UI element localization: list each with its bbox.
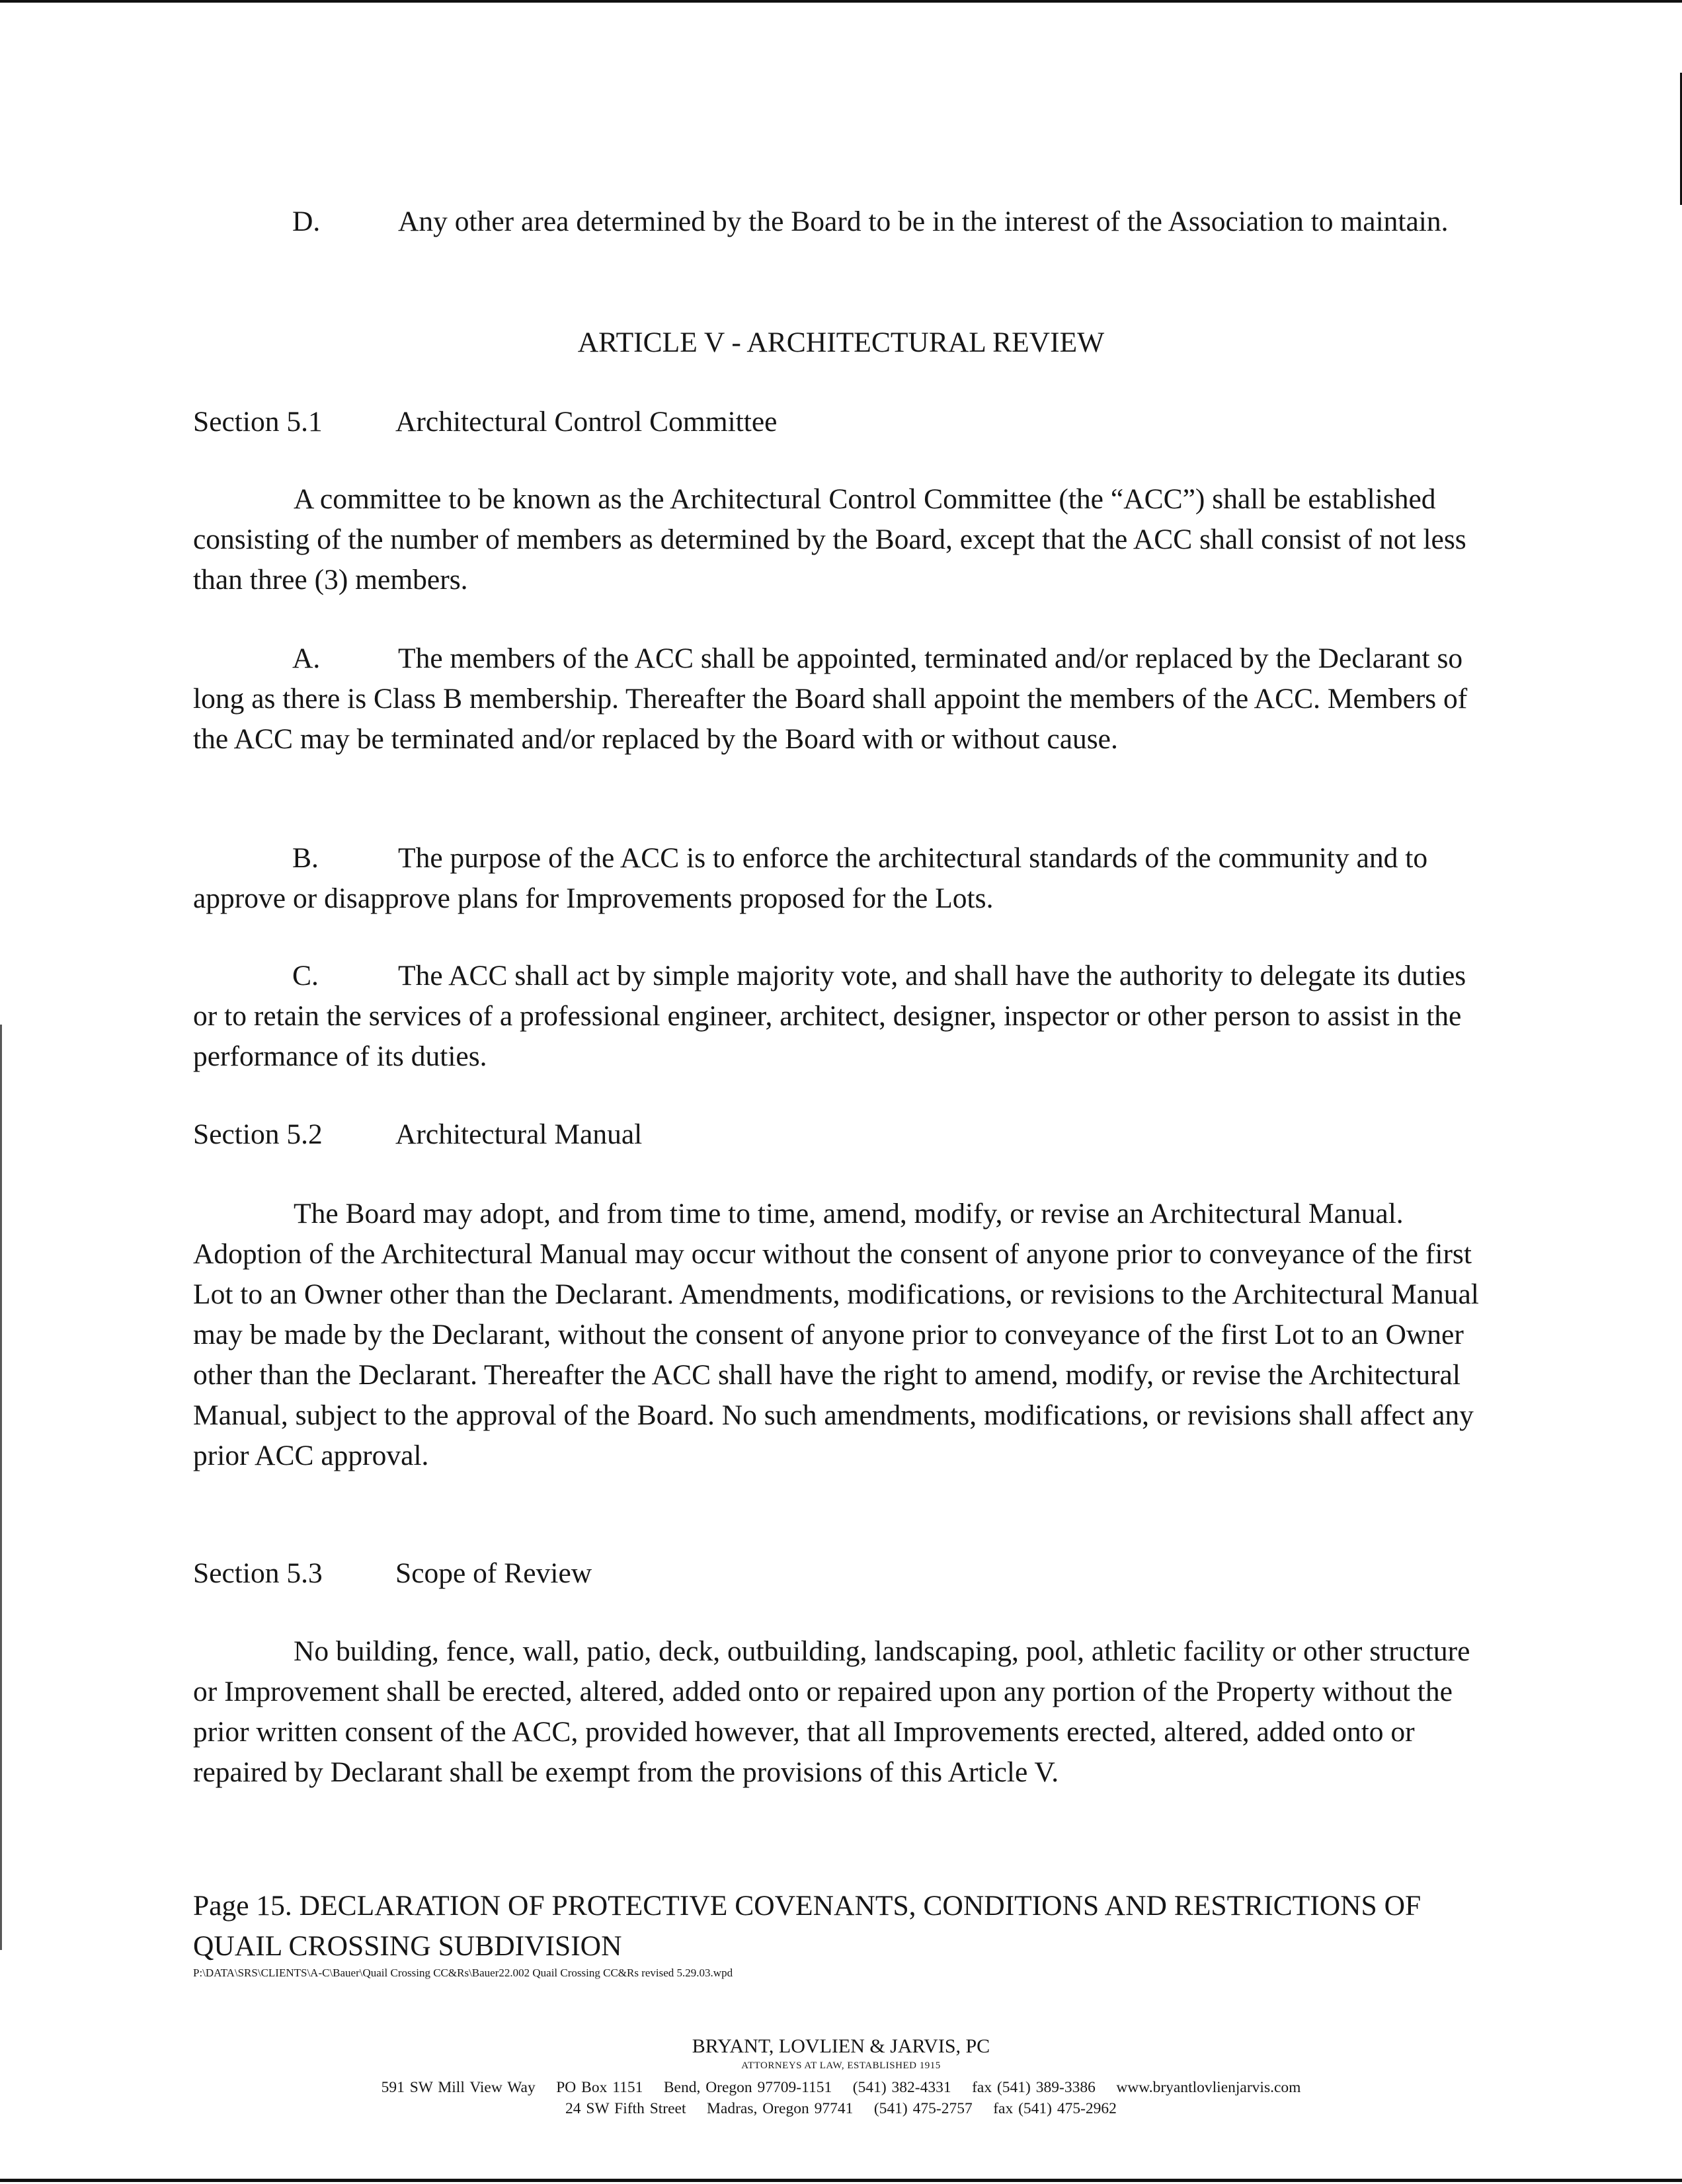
footer-file-path: P:\DATA\SRS\CLIENTS\A-C\Bauer\Quail Crossing CC&Rs\Bauer22.002 Quail Crossing CC&Rs revised 5.29.03.wpd [193,1967,733,1979]
item-d-text: Any other area determined by the Board to be in the interest of the Association to maintain. [398,206,1449,237]
scan-border-top [0,0,1682,3]
section-5-1-heading [193,402,777,442]
section-5-3-text: No building, fence, wall, patio, deck, outbuilding, landscaping, pool, athletic facility or other structure or Improvement shall be erected, altered, added onto or repaired upon any portion of the Property without the prior written consent of the ACC, provided however, that all Improvements erected, altered, added onto or repaired by Declarant shall be exempt from the provisions of this Article V. [193,1635,1470,1788]
footer-page-title: Page 15. DECLARATION OF PROTECTIVE COVENANTS, CONDITIONS AND RESTRICTIONS OF QUAIL CROSSING SUBDIVISION [193,1890,1422,1962]
section-5-2-text: The Board may adopt, and from time to time, amend, modify, or revise an Architectural Manual. Adoption of the Architectural Manual may occur without the consent of anyone prior to conveyance of the first Lot to an Owner other than the Declarant. Amendments, modifications, or revisions to the Architectural Manual may be made by the Declarant, without the consent of anyone prior to conveyance of the first Lot to an Owner other than the Declarant. Thereafter the ACC shall have the right to amend, modify, or revise the Architectural Manual, subject to the approval of the Board. No such amendments, modifications, or revisions shall affect any prior ACC approval. [193,1198,1479,1471]
item-b-label: B. [292,842,319,874]
scan-border-bottom [0,2179,1682,2182]
section-5-3-number: Section 5.3 [193,1557,323,1589]
section-5-1-title: Architectural Control Committee [395,406,778,438]
section-5-3-heading [193,1553,592,1594]
section-5-3-title: Scope of Review [395,1557,592,1589]
section-5-1-text: A committee to be known as the Architectural Control Committee (the “ACC”) shall be established consisting of the number of members as determined by the Board, except that the ACC shall consist of not less than three (3) members. [193,483,1466,596]
firm-tagline: ATTORNEYS AT LAW, ESTABLISHED 1915 [741,2060,941,2071]
item-a-text: The members of the ACC shall be appointed, terminated and/or replaced by the Declarant so long as there is Class B membership. Thereafter the Board shall appoint the members of the ACC. Members of the ACC may be terminated and/or replaced by the Board with or without cause. [193,643,1468,755]
item-a [193,639,1489,760]
item-b-text: The purpose of the ACC is to enforce the architectural standards of the community and to approve or disapprove plans for Improvements proposed for the Lots. [193,842,1428,914]
item-d [193,202,1489,242]
section-5-2-paragraph [193,1194,1489,1476]
item-d-label: D. [292,206,321,237]
section-5-2-heading [193,1114,642,1155]
item-c-text: The ACC shall act by simple majority vote, and shall have the authority to delegate its duties or to retain the services of a professional engineer, architect, designer, inspector or other person to assist in the performance of its duties. [193,960,1466,1072]
firm-address-madras: 24 SW Fifth Street Madras, Oregon 97741 (541) 475-2757 fax (541) 475-2962 [565,2100,1117,2117]
firm-name: BRYANT, LOVLIEN & JARVIS, PC [692,2035,990,2057]
scan-edge-left [0,1025,2,1950]
section-5-2-number: Section 5.2 [193,1118,323,1150]
section-5-1-paragraph [193,479,1489,600]
item-c [193,956,1489,1077]
article-heading: ARTICLE V - ARCHITECTURAL REVIEW [577,327,1105,358]
firm-address-bend: 591 SW Mill View Way PO Box 1151 Bend, Oregon 97709-1151 (541) 382-4331 fax (541) 389-3386 www.bryantlovlienjarvis.com [381,2079,1301,2096]
item-b [193,838,1489,919]
item-c-label: C. [292,960,319,992]
section-5-2-title: Architectural Manual [395,1118,643,1150]
section-5-1-number: Section 5.1 [193,406,323,438]
section-5-3-paragraph [193,1631,1489,1793]
item-a-label: A. [292,643,321,674]
